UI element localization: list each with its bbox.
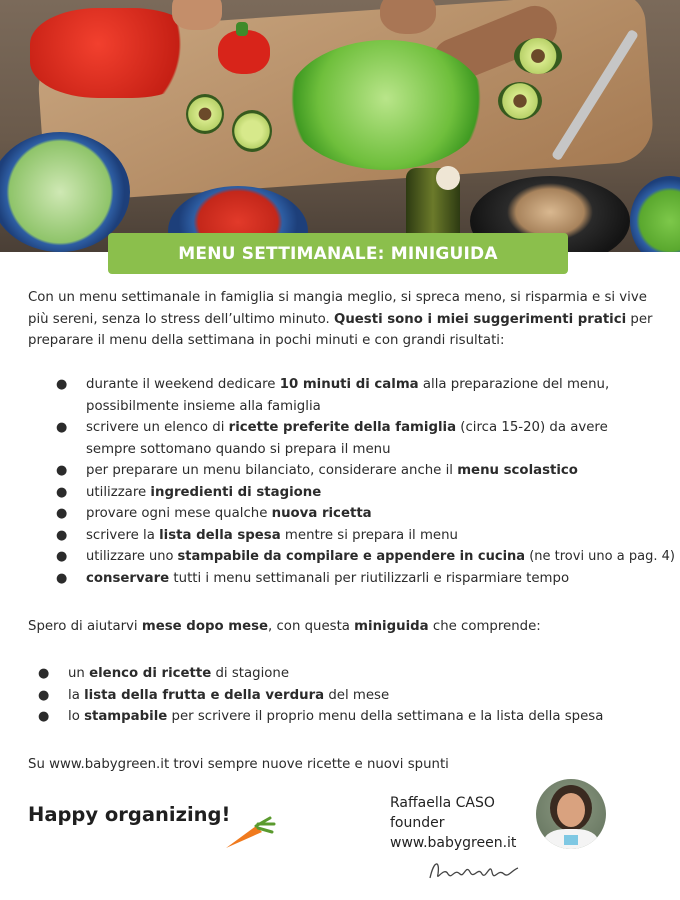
intro-bold: Questi sono i miei suggerimenti pratici: [334, 311, 627, 327]
title-banner: [108, 233, 568, 274]
tip-text: provare ogni mese qualche: [86, 506, 272, 521]
site-line: Su www.babygreen.it trovi sempre nuove ricette e nuovi spunti: [28, 757, 449, 772]
bullet: ●: [56, 484, 68, 500]
includes-intro: [28, 616, 658, 638]
bullet: ●: [56, 527, 68, 543]
text: Spero di aiutarvi: [28, 619, 142, 634]
include-bold: lista della frutta e della verdura: [84, 687, 325, 703]
intro-paragraph: [28, 287, 658, 352]
intro-text-2: per preparare il menu della settimana in pochi minuti e con grandi risultati:: [28, 311, 653, 348]
bullet: ●: [56, 570, 68, 586]
bullet: ●: [56, 463, 68, 478]
tip-bold: menu scolastico: [457, 463, 578, 478]
bullet: ●: [38, 709, 50, 724]
bullet: ●: [56, 420, 68, 435]
tip-text: mentre si prepara il menu: [280, 527, 458, 543]
tip-bold: nuova ricetta: [271, 506, 372, 521]
include-bold: elenco di ricette: [89, 666, 212, 681]
list-item: [0, 546, 675, 568]
face: [557, 793, 585, 827]
author-name: Raffaella CASO: [390, 795, 495, 811]
avocado-3: [514, 38, 562, 74]
tip-text: per preparare un menu bilanciato, considerare anche il: [86, 463, 458, 478]
tip-text: tutti i menu settimanali per riutilizzarli e risparmiare tempo: [169, 570, 570, 586]
list-item: [0, 685, 668, 707]
includes-list: [0, 663, 680, 728]
list-item: [0, 568, 666, 590]
bold-text: mese dopo mese: [141, 619, 269, 634]
tip-bold: ricette preferite della famiglia: [228, 420, 457, 435]
gift-box: [564, 835, 578, 845]
tip-text: scrivere la: [86, 527, 160, 543]
tip-text: utilizzare: [86, 484, 151, 500]
list-item: [0, 460, 666, 482]
text: , con questa: [268, 619, 355, 634]
avocado-1: [186, 94, 224, 134]
pepper-stem: [236, 22, 248, 36]
include-bold: stampabile: [84, 709, 168, 724]
list-item: [0, 706, 668, 728]
salad-bowl: [630, 176, 680, 252]
list-item: [0, 482, 666, 504]
include-text: lo: [68, 709, 85, 724]
bullet: ●: [56, 506, 68, 521]
include-text: un: [68, 666, 90, 681]
text: che comprende:: [428, 619, 541, 634]
tip-text: (ne trovi uno a pag. 4): [525, 549, 675, 564]
bold-text: miniguida: [354, 619, 429, 634]
tip-bold: ingredienti di stagione: [150, 484, 322, 500]
tip-text: durante il weekend dedicare: [86, 377, 280, 392]
whole-pepper: [218, 30, 270, 74]
bottle-cap: [436, 166, 460, 190]
list-item: [0, 525, 666, 547]
author-role: founder: [390, 815, 445, 831]
tip-text: utilizzare uno: [86, 549, 178, 564]
include-text: del mese: [324, 687, 390, 703]
hand-top-right: [380, 0, 436, 34]
tip-text: (circa 15-20) da avere sempre sottomano quando si prepara il menu: [86, 420, 608, 457]
avatar: [536, 779, 606, 849]
include-text: la: [68, 687, 85, 703]
list-item: [0, 503, 666, 525]
bullet: ●: [56, 549, 68, 564]
intro-text-1: Con un menu settimanale in famiglia si mangia meglio, si spreca meno, si risparmia e si vive più sereni, senza lo stress dell’ultimo minuto.: [28, 290, 647, 327]
author-site: www.babygreen.it: [390, 835, 517, 851]
tips-list: [0, 374, 680, 589]
list-item: [0, 663, 668, 685]
happy-organizing: Happy organizing!: [28, 803, 231, 826]
avocado-4: [498, 82, 542, 120]
bullet: ●: [38, 687, 50, 703]
tip-bold: lista della spesa: [159, 527, 281, 543]
handwritten-signature: [426, 856, 522, 886]
carrot-icon: [222, 812, 278, 852]
bullet: ●: [38, 666, 50, 681]
tip-text: alla preparazione del menu, possibilmente insieme alla famiglia: [86, 377, 610, 414]
bullet: ●: [56, 377, 68, 392]
hand-top-left: [172, 0, 222, 30]
tip-bold: stampabile da compilare e appendere in cucina: [177, 549, 526, 564]
lettuce: [286, 40, 486, 170]
tip-text: scrivere un elenco di: [86, 420, 229, 435]
avocado-2: [232, 110, 272, 152]
list-item: [0, 374, 646, 417]
include-text: per scrivere il proprio menu della settimana e la lista della spesa: [167, 709, 604, 724]
list-item: [0, 417, 646, 460]
tip-bold: conservare: [86, 570, 170, 586]
include-text: di stagione: [211, 666, 290, 681]
page-title: MENU SETTIMANALE: MINIGUIDA: [178, 243, 498, 264]
signature-block: [390, 793, 516, 853]
tip-bold: 10 minuti di calma: [279, 377, 419, 392]
hero-photo: [0, 0, 680, 252]
